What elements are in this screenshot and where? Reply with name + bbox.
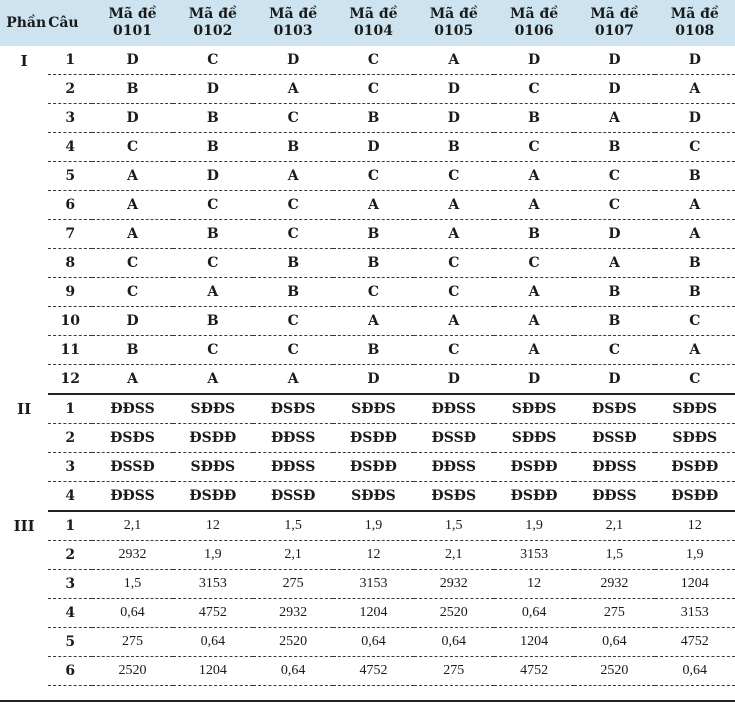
question-number: 6 — [48, 191, 92, 220]
question-number: 5 — [48, 628, 92, 657]
answer-cell: ĐSSĐ — [414, 424, 494, 453]
answer-cell: C — [173, 46, 253, 75]
answer-cell: C — [173, 191, 253, 220]
table-row — [0, 628, 735, 657]
section-label: I — [20, 52, 28, 70]
answer-cell: 275 — [574, 599, 654, 628]
answer-cell: B — [655, 249, 735, 278]
header-code — [333, 0, 413, 46]
answer-cell: 4752 — [655, 628, 735, 657]
answer-cell: A — [333, 191, 413, 220]
table-row — [0, 220, 735, 249]
answer-cell: C — [655, 307, 735, 336]
answer-cell: A — [253, 162, 333, 191]
answer-cell: A — [494, 336, 574, 365]
answer-cell: C — [92, 249, 172, 278]
answer-cell: 275 — [253, 570, 333, 599]
header-code — [494, 0, 574, 46]
answer-cell: 1,5 — [414, 511, 494, 541]
header-code-label: Mã đề — [510, 6, 559, 22]
question-number: 8 — [48, 249, 92, 278]
section-label: II — [17, 400, 32, 418]
answer-cell: A — [655, 336, 735, 365]
answer-cell: A — [173, 278, 253, 307]
answer-cell: 2520 — [414, 599, 494, 628]
answer-cell: D — [92, 307, 172, 336]
answer-cell: B — [253, 249, 333, 278]
bottom-rule — [0, 700, 735, 702]
answer-cell: C — [173, 336, 253, 365]
answer-cell: A — [92, 365, 172, 395]
answer-cell: C — [253, 220, 333, 249]
answer-cell: B — [414, 133, 494, 162]
answer-cell: C — [494, 133, 574, 162]
answer-cell: 12 — [333, 541, 413, 570]
header-code — [574, 0, 654, 46]
question-number: 1 — [48, 394, 92, 424]
answer-cell: ĐĐSS — [574, 453, 654, 482]
answer-cell: 275 — [414, 657, 494, 686]
table-row — [0, 394, 735, 424]
answer-cell: C — [494, 75, 574, 104]
answer-cell: ĐĐSS — [574, 482, 654, 512]
answer-cell: ĐSĐĐ — [655, 482, 735, 512]
answer-cell: B — [655, 162, 735, 191]
table-row — [0, 424, 735, 453]
answer-cell: ĐSĐĐ — [173, 424, 253, 453]
question-number: 9 — [48, 278, 92, 307]
answer-cell: 1,5 — [92, 570, 172, 599]
question-number: 11 — [48, 336, 92, 365]
answer-cell: 1204 — [655, 570, 735, 599]
answer-cell: ĐĐSS — [253, 424, 333, 453]
answer-cell: ĐSSĐ — [92, 453, 172, 482]
answer-cell: C — [333, 46, 413, 75]
header-code-number: 0101 — [113, 23, 152, 39]
answer-cell: D — [414, 75, 494, 104]
answer-cell: A — [494, 191, 574, 220]
answer-cell: B — [253, 278, 333, 307]
answer-cell: C — [92, 278, 172, 307]
answer-cell: A — [92, 220, 172, 249]
answer-cell: 3153 — [494, 541, 574, 570]
answer-cell: C — [333, 162, 413, 191]
answer-cell: ĐSĐĐ — [173, 482, 253, 512]
answer-cell: ĐSĐĐ — [494, 482, 574, 512]
answer-cell: B — [173, 133, 253, 162]
answer-cell: ĐĐSS — [253, 453, 333, 482]
answer-cell: 0,64 — [574, 628, 654, 657]
header-code-number: 0104 — [353, 23, 393, 39]
header-code-number: 0106 — [514, 23, 554, 39]
answer-cell: 4752 — [494, 657, 574, 686]
header-code-label: Mã đề — [590, 6, 639, 22]
answer-cell: SĐĐS — [494, 424, 574, 453]
answer-cell: 1204 — [333, 599, 413, 628]
table-row — [0, 249, 735, 278]
answer-cell: C — [414, 336, 494, 365]
answer-cell: C — [253, 336, 333, 365]
answer-cell: 0,64 — [494, 599, 574, 628]
table-row — [0, 657, 735, 686]
answer-cell: 2932 — [574, 570, 654, 599]
answer-cell: 4752 — [333, 657, 413, 686]
answer-cell: D — [333, 365, 413, 395]
header-code-label: Mã đề — [108, 6, 157, 22]
answer-cell: 4752 — [173, 599, 253, 628]
answer-cell: B — [494, 220, 574, 249]
answer-cell: D — [574, 75, 654, 104]
answer-cell: 2,1 — [92, 511, 172, 541]
answer-cell: A — [173, 365, 253, 395]
answer-cell: 12 — [655, 511, 735, 541]
answer-cell: B — [574, 133, 654, 162]
answer-cell: SĐĐS — [173, 394, 253, 424]
answer-cell: A — [494, 162, 574, 191]
answer-cell: 2520 — [574, 657, 654, 686]
answer-cell: 1,9 — [333, 511, 413, 541]
answer-cell: SĐĐS — [655, 394, 735, 424]
header-code-label: Mã đề — [349, 6, 398, 22]
table-row — [0, 365, 735, 395]
answer-cell: 12 — [173, 511, 253, 541]
answer-cell: A — [655, 75, 735, 104]
table-row — [0, 46, 735, 75]
answer-cell: A — [574, 249, 654, 278]
answer-cell: C — [414, 249, 494, 278]
answer-cell: 2,1 — [574, 511, 654, 541]
table-row — [0, 191, 735, 220]
answer-cell: D — [414, 104, 494, 133]
header-code-label: Mã đề — [188, 6, 237, 22]
table-row — [0, 599, 735, 628]
header-code-number: 0107 — [594, 23, 634, 39]
table-row — [0, 278, 735, 307]
answer-cell: B — [173, 220, 253, 249]
table-row — [0, 307, 735, 336]
answer-cell: C — [574, 162, 654, 191]
answer-cell: D — [494, 46, 574, 75]
answer-cell: ĐSĐĐ — [333, 453, 413, 482]
answer-cell: D — [92, 46, 172, 75]
answer-cell: B — [494, 104, 574, 133]
answer-cell: 0,64 — [333, 628, 413, 657]
answer-cell: A — [655, 220, 735, 249]
answer-cell: ĐSĐĐ — [333, 424, 413, 453]
answer-cell: B — [574, 278, 654, 307]
answer-cell: C — [253, 307, 333, 336]
table-row — [0, 104, 735, 133]
table-body — [0, 46, 735, 686]
answer-cell: D — [333, 133, 413, 162]
answer-cell: SĐĐS — [333, 482, 413, 512]
question-number: 3 — [48, 570, 92, 599]
answer-cell: ĐĐSS — [92, 394, 172, 424]
table-header — [0, 0, 735, 46]
answer-cell: A — [253, 365, 333, 395]
answer-cell: 2,1 — [253, 541, 333, 570]
answer-cell: 275 — [92, 628, 172, 657]
answer-cell: A — [333, 307, 413, 336]
answer-cell: D — [655, 46, 735, 75]
answer-cell: A — [494, 307, 574, 336]
answer-cell: C — [173, 249, 253, 278]
header-code — [253, 0, 333, 46]
answer-cell: D — [173, 162, 253, 191]
answer-cell: B — [92, 336, 172, 365]
table-row — [0, 162, 735, 191]
question-number: 1 — [48, 46, 92, 75]
question-number: 3 — [48, 453, 92, 482]
question-number: 7 — [48, 220, 92, 249]
answer-cell: 3153 — [333, 570, 413, 599]
answer-cell: 0,64 — [92, 599, 172, 628]
answer-cell: ĐSĐS — [253, 394, 333, 424]
answer-cell: D — [655, 104, 735, 133]
answer-cell: B — [253, 133, 333, 162]
answer-cell: C — [655, 133, 735, 162]
answer-cell: A — [414, 220, 494, 249]
table-row — [0, 336, 735, 365]
answer-cell: B — [173, 307, 253, 336]
header-code-number: 0103 — [273, 23, 313, 39]
question-number: 2 — [48, 541, 92, 570]
question-number: 12 — [48, 365, 92, 395]
answer-cell: ĐSĐĐ — [494, 453, 574, 482]
answer-cell: ĐSĐĐ — [655, 453, 735, 482]
answer-cell: 2520 — [253, 628, 333, 657]
answer-cell: D — [253, 46, 333, 75]
table-row — [0, 453, 735, 482]
answer-cell: 3153 — [173, 570, 253, 599]
question-number: 4 — [48, 133, 92, 162]
question-number: 6 — [48, 657, 92, 686]
question-number: 10 — [48, 307, 92, 336]
answer-cell: 2932 — [253, 599, 333, 628]
answer-cell: 1,9 — [173, 541, 253, 570]
header-code — [655, 0, 735, 46]
answer-cell: D — [574, 365, 654, 395]
section-label: III — [13, 517, 35, 535]
answer-cell: SĐĐS — [173, 453, 253, 482]
answer-cell: 2,1 — [414, 541, 494, 570]
answer-cell: D — [494, 365, 574, 395]
answer-cell: SĐĐS — [494, 394, 574, 424]
table-row — [0, 482, 735, 512]
answer-cell: D — [173, 75, 253, 104]
header-code-label: Mã đề — [670, 6, 719, 22]
answer-cell: ĐSSĐ — [574, 424, 654, 453]
answer-cell: C — [574, 336, 654, 365]
answer-cell: A — [414, 307, 494, 336]
answer-cell: B — [92, 75, 172, 104]
answer-cell: SĐĐS — [333, 394, 413, 424]
answer-cell: 0,64 — [253, 657, 333, 686]
table-row — [0, 570, 735, 599]
question-number: 4 — [48, 482, 92, 512]
answer-cell: ĐSĐS — [414, 482, 494, 512]
answer-cell: A — [574, 104, 654, 133]
question-number: 4 — [48, 599, 92, 628]
answer-cell: SĐĐS — [655, 424, 735, 453]
answer-cell: C — [253, 104, 333, 133]
question-number: 2 — [48, 75, 92, 104]
header-code-label: Mã đề — [269, 6, 318, 22]
answer-cell: C — [655, 365, 735, 395]
answer-cell: ĐĐSS — [414, 394, 494, 424]
answer-cell: ĐĐSS — [92, 482, 172, 512]
answer-cell: C — [494, 249, 574, 278]
answer-cell: A — [414, 46, 494, 75]
answer-cell: 1,5 — [574, 541, 654, 570]
question-number: 2 — [48, 424, 92, 453]
table-row — [0, 75, 735, 104]
answer-cell: A — [414, 191, 494, 220]
header-code — [92, 0, 172, 46]
answer-cell: 2520 — [92, 657, 172, 686]
answer-cell: ĐSĐS — [92, 424, 172, 453]
answer-cell: A — [253, 75, 333, 104]
answer-cell: B — [333, 220, 413, 249]
answer-cell: 12 — [494, 570, 574, 599]
answer-cell: 1204 — [494, 628, 574, 657]
answer-cell: 0,64 — [173, 628, 253, 657]
answer-cell: A — [92, 162, 172, 191]
answer-cell: ĐSĐS — [574, 394, 654, 424]
answer-cell: 3153 — [655, 599, 735, 628]
answer-cell: B — [333, 104, 413, 133]
question-number: 1 — [48, 511, 92, 541]
answer-cell: B — [655, 278, 735, 307]
answer-cell: C — [574, 191, 654, 220]
answer-cell: D — [414, 365, 494, 395]
answer-cell: C — [333, 75, 413, 104]
answer-cell: D — [574, 46, 654, 75]
answer-cell: C — [414, 278, 494, 307]
answer-cell: B — [173, 104, 253, 133]
answer-cell: A — [655, 191, 735, 220]
table-row — [0, 133, 735, 162]
answer-cell: C — [414, 162, 494, 191]
table-row — [0, 511, 735, 541]
answer-cell: A — [494, 278, 574, 307]
header-phan: Phần — [0, 0, 48, 46]
answer-cell: B — [333, 249, 413, 278]
answer-cell: A — [92, 191, 172, 220]
answer-cell: B — [333, 336, 413, 365]
question-number: 5 — [48, 162, 92, 191]
table-row — [0, 541, 735, 570]
answer-cell: C — [333, 278, 413, 307]
header-code — [173, 0, 253, 46]
answer-cell: 0,64 — [414, 628, 494, 657]
header-code-number: 0102 — [193, 23, 233, 39]
question-number: 3 — [48, 104, 92, 133]
answer-cell: C — [253, 191, 333, 220]
header-code-number: 0108 — [675, 23, 715, 39]
answer-cell: 1204 — [173, 657, 253, 686]
answer-cell: 1,9 — [655, 541, 735, 570]
answer-cell: 0,64 — [655, 657, 735, 686]
answer-cell: 1,5 — [253, 511, 333, 541]
answer-cell: 2932 — [92, 541, 172, 570]
answer-cell: ĐSSĐ — [253, 482, 333, 512]
header-code — [414, 0, 494, 46]
answer-cell: B — [574, 307, 654, 336]
answer-cell: ĐĐSS — [414, 453, 494, 482]
header-cau: Câu — [48, 0, 92, 46]
answer-cell: 2932 — [414, 570, 494, 599]
header-code-number: 0105 — [434, 23, 474, 39]
answer-cell: D — [92, 104, 172, 133]
answer-cell: D — [574, 220, 654, 249]
header-code-label: Mã đề — [429, 6, 478, 22]
answer-cell: C — [92, 133, 172, 162]
answer-cell: 1,9 — [494, 511, 574, 541]
